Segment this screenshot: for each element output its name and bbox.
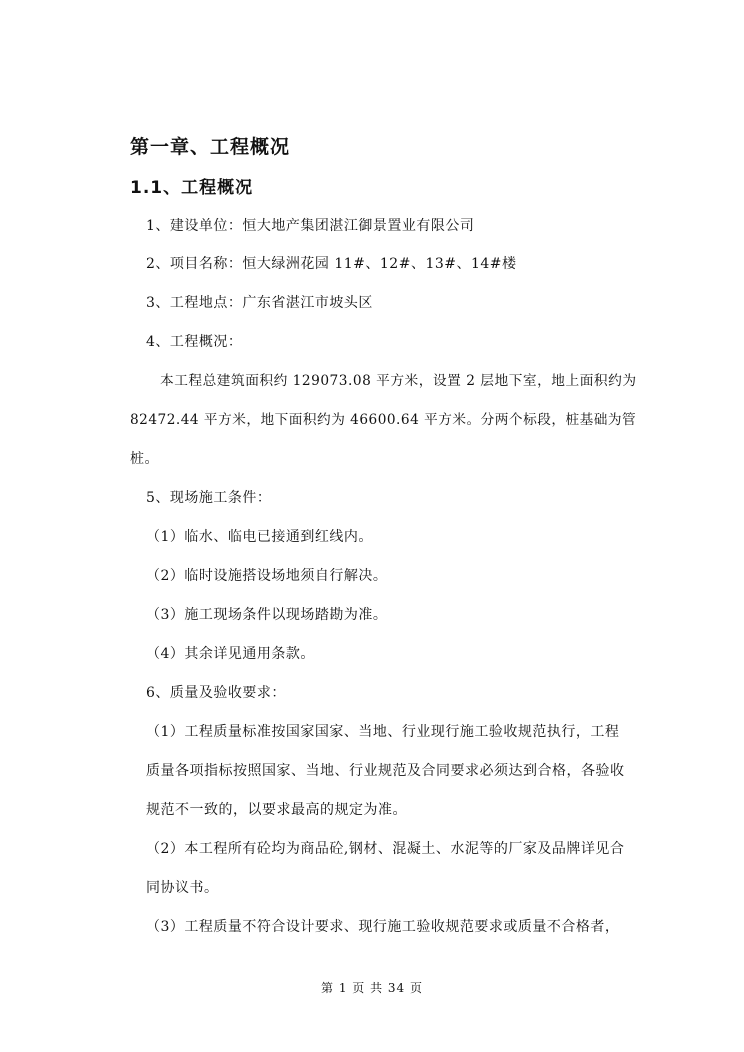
section-title: 1.1、工程概况 xyxy=(130,178,254,198)
overview-paragraph-line: 桩。 xyxy=(130,451,159,467)
quality-item-line: 同协议书。 xyxy=(146,880,219,896)
quality-item-line: （3）工程质量不符合设计要求、现行施工验收规范要求或质量不合格者， xyxy=(146,919,620,935)
overview-label: 4、工程概况： xyxy=(146,334,243,350)
quality-item-line: 规范不一致的，以要求最高的规定为准。 xyxy=(146,802,407,818)
owner-item: 1、建设单位：恒大地产集团湛江御景置业有限公司 xyxy=(146,218,475,234)
quality-item-line: （1）工程质量标准按国家国家、当地、行业现行施工验收规范执行，工程 xyxy=(146,724,620,740)
project-name-item: 2、项目名称：恒大绿洲花园 11#、12#、13#、14#楼 xyxy=(146,256,517,272)
overview-paragraph-line: 82472.44 平方米，地下面积约为 46600.64 平方米。分两个标段，桩基础为管 xyxy=(130,412,637,428)
quality-item-line: 质量各项指标按照国家、当地、行业规范及合同要求必须达到合格，各验收 xyxy=(146,763,625,779)
overview-paragraph-line: 本工程总建筑面积约 129073.08 平方米，设置 2 层地下室，地上面积约为 xyxy=(160,373,637,389)
site-condition-item: （2）临时设施搭设场地须自行解决。 xyxy=(146,568,388,584)
chapter-title: 第一章、工程概况 xyxy=(130,136,291,158)
location-item: 3、工程地点：广东省湛江市坡头区 xyxy=(146,295,373,311)
page-footer: 第 1 页 共 34 页 xyxy=(321,981,423,995)
quality-item-line: （2）本工程所有砼均为商品砼,钢材、混凝土、水泥等的厂家及品牌详见合 xyxy=(146,841,625,857)
site-condition-item: （4）其余详见通用条款。 xyxy=(146,646,315,662)
site-condition-item: （1）临水、临电已接通到红线内。 xyxy=(146,529,373,545)
site-condition-item: （3）施工现场条件以现场踏勘为准。 xyxy=(146,607,388,623)
quality-label: 6、质量及验收要求： xyxy=(146,685,286,701)
site-conditions-label: 5、现场施工条件： xyxy=(146,490,272,506)
